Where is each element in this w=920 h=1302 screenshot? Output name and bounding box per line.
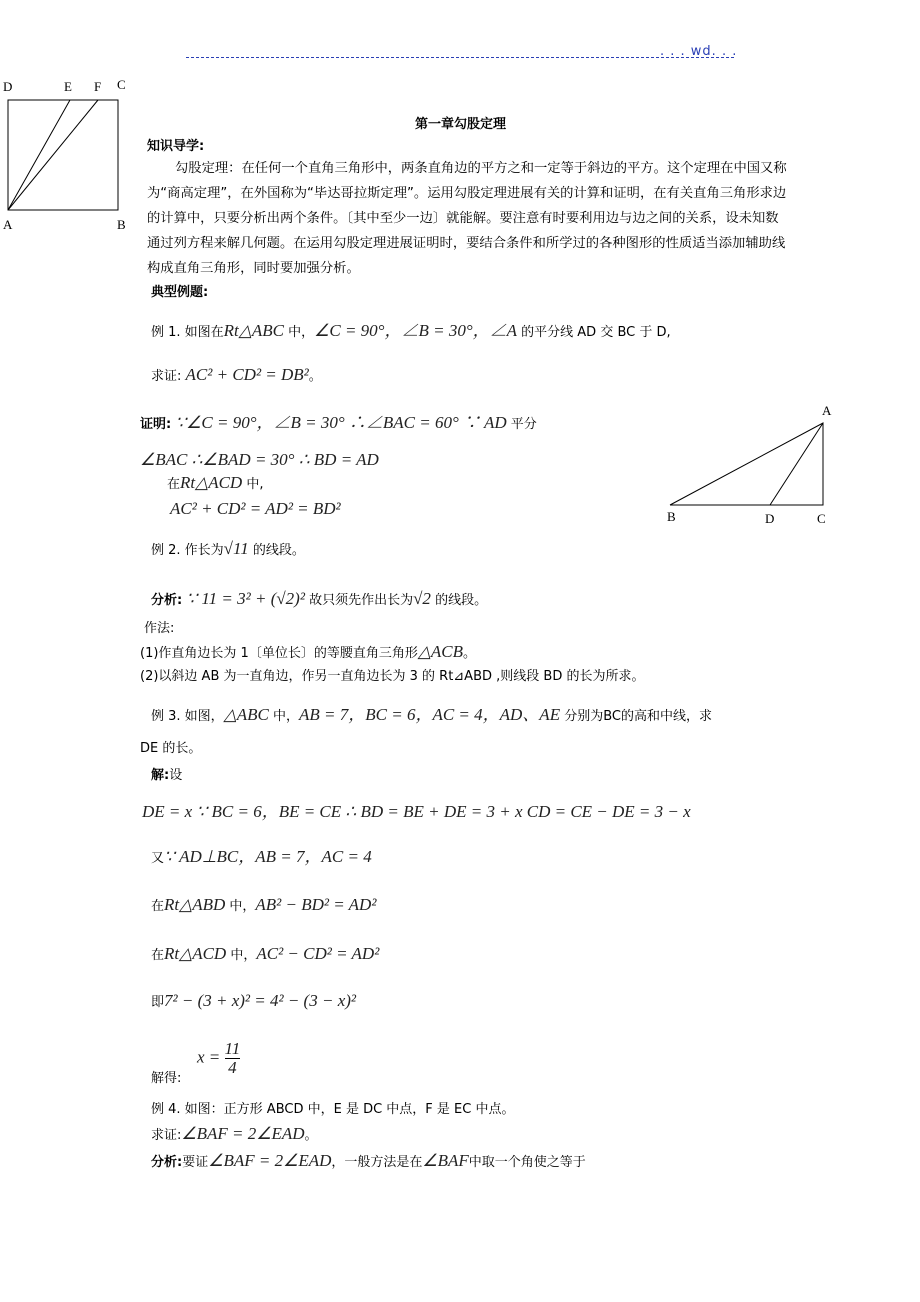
header-dashed-line xyxy=(186,57,734,58)
example-3-line-2: DE 的长。 xyxy=(140,741,202,756)
example-3: 例 3. 如图，△ABC 中，AB = 7，BC = 6，AC = 4，AD、AE 分别为BC的高和中线，求 xyxy=(151,705,712,724)
square-figure xyxy=(0,75,135,235)
equation-2: 又∵ AD⊥BC，AB = 7，AC = 4 xyxy=(151,847,372,866)
method-step-1: (1)作直角边长为 1〔单位长〕的等腰直角三角形△ACB。 xyxy=(140,642,477,661)
fig2-label-d: D xyxy=(765,511,775,526)
intro-paragraph: 勾股定理：在任何一个直角三角形中，两条直角边的平方之和一定等于斜边的平方。这个定理在中国又称为“商高定理”，在外国称为“毕达哥拉斯定理”。运用勾股定理进展有关的计算和证明，在有关直角三角形求边的计算中，只要分析出两个条件。〔其中至少一边〕就能解。要注意有时要利用边与边之间的关系，设未知数通过列方程来解几何题。在运用勾股定理进展证明时，要结合条件和所学过的各种图形的性质适当添加辅助线构成直角三角形，同时要加强分析。 xyxy=(147,161,787,276)
fig1-label-b: B xyxy=(117,217,126,232)
result-fraction: $\frac{11}{4}$ xyxy=(224,1039,241,1077)
equation-4: 在Rt△ACD 中，AC² − CD² = AD² xyxy=(151,944,380,963)
fig1-label-d: D xyxy=(3,79,13,94)
fig2-label-c: C xyxy=(817,511,826,526)
header-mark: . . . wd. . . xyxy=(660,44,738,59)
example-1-prove: 求证: AC² + CD² = DB²。 xyxy=(151,365,322,384)
result-label: 解得: xyxy=(151,1071,182,1086)
fig2-label-b: B xyxy=(667,509,676,524)
example-1: 例 1. 如图在Rt△ABC 中，∠C = 90°，∠B = 30°，∠A 的平分线 AD 交 BC 于 D, xyxy=(151,321,671,340)
result-equation: x = $\frac{11}{4}$ xyxy=(197,1039,241,1077)
solution-label: 解:设 xyxy=(151,768,183,783)
method-label: 作法: xyxy=(144,621,175,636)
page-title: 第一章勾股定理 xyxy=(415,117,507,132)
example-4-analysis: 分析:要证∠BAF = 2∠EAD，一般方法是在∠BAF中取一个角使之等于 xyxy=(151,1151,586,1170)
equation-3: 在Rt△ABD 中，AB² − BD² = AD² xyxy=(151,895,377,914)
fig1-label-c: C xyxy=(117,77,126,92)
example-2: 例 2. 作长为√11 的线段。 xyxy=(151,539,305,558)
proof-line-2: ∠BAC ∴∠BAD = 30° ∴ BD = AD xyxy=(140,450,379,469)
section-heading: 知识导学: xyxy=(147,139,205,154)
method-step-2: (2)以斜边 AB 为一直角边，作另一直角边长为 3 的 Rt⊿ABD ,则线段 BD 的长为所求。 xyxy=(140,669,645,684)
fig1-label-a: A xyxy=(3,217,13,232)
section-heading: 典型例题: xyxy=(151,285,209,300)
example-2-analysis: 分析: ∵ 11 = 3² + (√2)² 故只须先作出长为√2 的线段。 xyxy=(151,589,488,608)
fig1-label-e: E xyxy=(64,79,72,94)
fig1-label-f: F xyxy=(94,79,102,94)
proof-line-4: AC² + CD² = AD² = BD² xyxy=(170,499,341,518)
example-4-prove: 求证:∠BAF = 2∠EAD。 xyxy=(151,1124,318,1143)
proof-line-1: 证明: ∵∠C = 90°，∠B = 30° ∴∠BAC = 60° ∵ AD 平分 xyxy=(140,413,537,432)
example-4: 例 4. 如图：正方形 ABCD 中，E 是 DC 中点，F 是 EC 中点。 xyxy=(151,1102,515,1117)
triangle-figure xyxy=(660,415,840,515)
proof-line-3: 在Rt△ACD 中, xyxy=(167,473,264,492)
equation-5: 即7² − (3 + x)² = 4² − (3 − x)² xyxy=(151,991,356,1010)
equation-1: DE = x ∵ BC = 6，BE = CE ∴ BD = BE + DE = 3 + x CD = CE − DE = 3 − x xyxy=(142,802,691,821)
fig2-label-a: A xyxy=(822,403,832,418)
